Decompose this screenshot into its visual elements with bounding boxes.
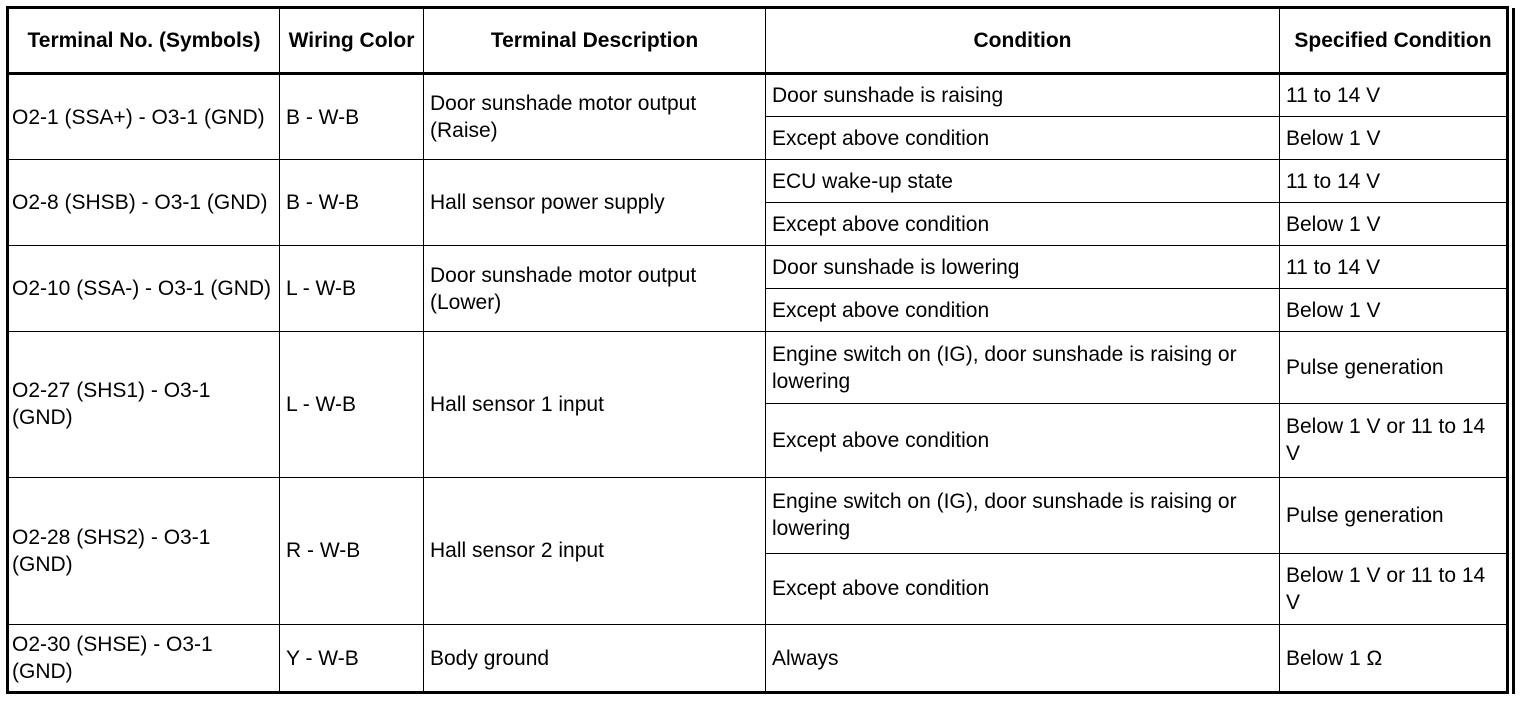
terminal-spec-table bbox=[6, 6, 1509, 694]
description-cell: Door sunshade motor output (Raise) bbox=[424, 74, 766, 160]
condition-cell: Except above condition bbox=[766, 289, 1280, 332]
condition-cell: Except above condition bbox=[766, 553, 1280, 625]
condition-cell: Except above condition bbox=[766, 203, 1280, 246]
terminal-cell: O2-28 (SHS2) - O3-1 (GND) bbox=[8, 477, 280, 625]
specified-condition-cell: Pulse generation bbox=[1280, 332, 1508, 404]
table-row bbox=[8, 74, 1508, 117]
description-cell: Hall sensor power supply bbox=[424, 160, 766, 246]
specified-condition-cell: Pulse generation bbox=[1280, 477, 1508, 553]
wiring-color-cell: L - W-B bbox=[280, 332, 424, 478]
condition-cell: Door sunshade is lowering bbox=[766, 246, 1280, 289]
terminal-cell: O2-1 (SSA+) - O3-1 (GND) bbox=[8, 74, 280, 160]
table-row bbox=[8, 160, 1508, 203]
wiring-color-cell: R - W-B bbox=[280, 477, 424, 625]
table-row bbox=[8, 477, 1508, 553]
terminal-cell: O2-8 (SHSB) - O3-1 (GND) bbox=[8, 160, 280, 246]
condition-cell: Door sunshade is raising bbox=[766, 74, 1280, 117]
wiring-color-cell: Y - W-B bbox=[280, 625, 424, 693]
specified-condition-cell: Below 1 Ω bbox=[1280, 625, 1508, 693]
condition-cell: Engine switch on (IG), door sunshade is raising or lowering bbox=[766, 332, 1280, 404]
page-edge-rule bbox=[1512, 8, 1515, 694]
header-terminal-description: Terminal Description bbox=[424, 8, 766, 74]
terminal-cell: O2-27 (SHS1) - O3-1 (GND) bbox=[8, 332, 280, 478]
table-row bbox=[8, 332, 1508, 404]
description-cell: Hall sensor 2 input bbox=[424, 477, 766, 625]
wiring-color-cell: B - W-B bbox=[280, 160, 424, 246]
header-condition: Condition bbox=[766, 8, 1280, 74]
wiring-color-cell: B - W-B bbox=[280, 74, 424, 160]
description-cell: Body ground bbox=[424, 625, 766, 693]
condition-cell: Engine switch on (IG), door sunshade is raising or lowering bbox=[766, 477, 1280, 553]
wiring-color-cell: L - W-B bbox=[280, 246, 424, 332]
specified-condition-cell: 11 to 14 V bbox=[1280, 160, 1508, 203]
table-row bbox=[8, 625, 1508, 693]
terminal-cell: O2-10 (SSA-) - O3-1 (GND) bbox=[8, 246, 280, 332]
specified-condition-cell: Below 1 V bbox=[1280, 203, 1508, 246]
specified-condition-cell: Below 1 V or 11 to 14 V bbox=[1280, 553, 1508, 625]
header-terminal: Terminal No. (Symbols) bbox=[8, 8, 280, 74]
specified-condition-cell: Below 1 V bbox=[1280, 117, 1508, 160]
header-wiring-color: Wiring Color bbox=[280, 8, 424, 74]
condition-cell: Always bbox=[766, 625, 1280, 693]
specified-condition-cell: Below 1 V or 11 to 14 V bbox=[1280, 403, 1508, 477]
condition-cell: Except above condition bbox=[766, 403, 1280, 477]
specified-condition-cell: 11 to 14 V bbox=[1280, 246, 1508, 289]
specified-condition-cell: Below 1 V bbox=[1280, 289, 1508, 332]
terminal-cell: O2-30 (SHSE) - O3-1 (GND) bbox=[8, 625, 280, 693]
description-cell: Hall sensor 1 input bbox=[424, 332, 766, 478]
header-specified-condition: Specified Condition bbox=[1280, 8, 1508, 74]
condition-cell: ECU wake-up state bbox=[766, 160, 1280, 203]
header-row bbox=[8, 8, 1508, 74]
specified-condition-cell: 11 to 14 V bbox=[1280, 74, 1508, 117]
description-cell: Door sunshade motor output (Lower) bbox=[424, 246, 766, 332]
condition-cell: Except above condition bbox=[766, 117, 1280, 160]
table-row bbox=[8, 246, 1508, 289]
